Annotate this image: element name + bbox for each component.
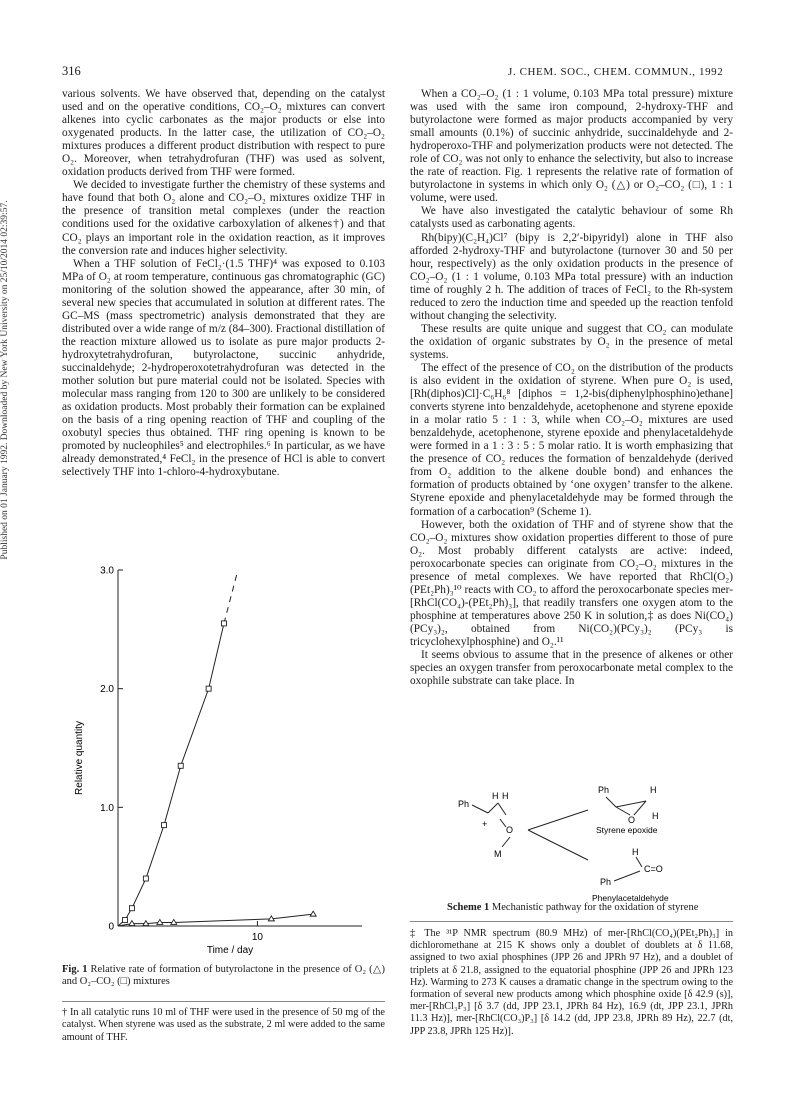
footnote-rule	[62, 1001, 385, 1002]
scheme-caption-text: Mechanistic pathway for the oxidation of styrene	[489, 902, 699, 913]
footnote	[410, 928, 733, 1038]
paragraph: various solvents. We have observed that, depending on the catalyst used and on the operative conditions, CO₂–O₂ mixtures can convert alkenes into cyclic carbonates as the major products or else into oxygenated products. In the latter case, the utilization of CO₂–O₂ mixtures produces a different product distribution with respect to pure O₂. Moreover, when tetrahydrofuran (THF) was used as solvent, oxidation products derived from THF were formed.	[62, 88, 385, 179]
paragraph: When a THF solution of FeCl₂·(1.5 THF)⁴ was exposed to 0.103 MPa of O₂ at room temperature, continuous gas chromatographic (GC) monitoring of the solution showed the appearance, after 30 min, of several new species that accumulated in solution at different rates. The GC–MS (mass spectrometric) analysis demonstrated that they are distributed over a wide range of m/z (84–300). Fractional distillation of the reaction mixture allowed us to isolate as pure major products 2-hydroxytetrahydrofuran, butyrolactone, succinic anhydride, succinaldehyde; 2-hydroperoxotetrahydrofuran was detected in the mother solution but pure material could not be isolated. Species with molecular mass ranging from 120 to 300 are unlikely to be considered as oxidation products. Most probably their formation can be explained on the basis of a ring opening reaction of THF and coupling of the oxobutyl species thus obtained. THF ring opening is known to be promoted by nucleophiles⁵ and electrophiles.⁶ In particular, as we have already demonstrated,⁴ FeCl₂ in the presence of HCl is able to convert selectively THF into 1-chloro-4-hydroxybutane.	[62, 257, 385, 479]
chart-axes	[100, 566, 362, 944]
provenance-sidebar	[0, 100, 14, 660]
data-point-square	[178, 763, 183, 768]
scheme-m: M	[494, 849, 502, 859]
data-point-square	[129, 906, 134, 911]
scheme-h: H	[652, 811, 659, 821]
chart-svg	[62, 558, 385, 958]
figure-1	[62, 558, 385, 988]
paragraph: When a CO₂–O₂ (1 : 1 volume, 0.103 MPa total pressure) mixture was used with the same iron compound, 2-hydroxy-THF and butyrolactone were formed as major products accompanied by very small amounts (0.1%) of succinic anhydride, succinaldehyde and 2-hydroperoxo-THF and polymerization products were not detected. The role of CO₂ was not only to enhance the selectivity, but also to increase the rate of reaction. Fig. 1 represents the relative rate of formation of butyrolactone in systems in which only O₂ (△) or O₂–CO₂ (□), 1 : 1 volume, were used.	[410, 88, 733, 205]
figure-caption	[62, 964, 385, 989]
scheme-1	[410, 775, 733, 905]
caption-label: Fig. 1	[62, 964, 88, 975]
footnote-text: ‡ The ³¹P NMR spectrum (80.9 MHz) of mer-[RhCl(CO₄)(PEt₂Ph)₃] in dichloromethane at 215 K shows only a doublet of doublets at δ 11.68, assigned to two axial phosphines (JPP 26 and JPRh 97 Hz), and a doublet of triplets at δ 21.8, assigned to the equatorial phosphine (JPP 26 and JPRh 123 Hz). Warming to 273 K causes a dramatic change in the spectrum owing to the formation of several new products among which phosphine oxide [δ 42.9 (s)], mer-[RhCl₃P₃] [δ 3.7 (dd, JPP 23.1, JPRh 84 Hz), 16.9 (dt, JPP 23.1, JPRh 11.3 Hz)], mer-[RhCl(CO₃)P₃] [δ 14.2 (dd, JPP 23.8, JPRh 89 Hz), 22.7 (dt, JPP 23.8, JPRh 125 Hz)].	[410, 928, 733, 1037]
paragraph: It seems obvious to assume that in the presence of alkenes or other species an oxygen transfer from peroxocarbonate metal complex to the oxophile substrate can take place. In	[410, 649, 733, 688]
series-o2-co2-line	[118, 623, 224, 926]
paragraph: These results are quite unique and suggest that CO₂ can modulate the oxidation of organic substrates by O₂ in the presence of metal systems.	[410, 322, 733, 361]
data-point-square	[122, 918, 127, 923]
x-axis-label: Time / day	[206, 945, 254, 956]
footnote-rule	[410, 921, 733, 922]
data-point-square	[221, 621, 226, 626]
data-point-square	[162, 823, 167, 828]
scheme-ph: Ph	[458, 799, 470, 809]
scheme-o: O	[628, 815, 636, 825]
caption-text: Relative rate of formation of butyrolactone in the presence of O₂ (△) and O₂–CO₂ (□) mixtures	[62, 964, 385, 988]
scheme-h: H	[650, 785, 657, 795]
left-column	[62, 88, 385, 479]
journal-header: J. CHEM. SOC., CHEM. COMMUN., 1992	[508, 66, 724, 78]
scheme-ph: Ph	[598, 785, 610, 795]
scheme-h: H	[492, 791, 499, 801]
scheme-cho: C=O	[644, 864, 663, 874]
paragraph: However, both the oxidation of THF and of styrene show that the CO₂–O₂ mixtures show oxidation properties different to those of pure O₂. Most probably different catalysts are active: indeed, peroxocarbonate species can originate from CO₂–O₂ mixtures in the presence of metal complexes. We have reported that RhCl(O₂)(PEt₂Ph)₃¹⁰ reacts with CO₂ to afford the peroxocarbonate species mer-[RhCl(CO₄)-(PEt₂Ph)₃], that readily transfers one oxygen atom to the phosphine at temperatures above 250 K in solution,‡ as does Ni(CO₄)(PCy₃)₂, obtained from Ni(CO₂)(PCy₃)₂ (PCy₃ is tricyclohexylphosphine) and O₂.¹¹	[410, 518, 733, 648]
page-number: 316	[62, 64, 81, 78]
footnote: † In all catalytic runs 10 ml of THF were used in the presence of 50 mg of the catalyst. When styrene was used as the substrate, 2 ml were added to the same amount of THF.	[62, 1007, 385, 1043]
provenance-text: Published on 01 January 1992. Downloaded by New York University on 25/10/2014 02:39:57.	[0, 200, 10, 560]
data-point-square	[206, 686, 211, 691]
series-extrapolation-line	[224, 570, 238, 623]
scheme-label: Scheme 1	[447, 902, 490, 913]
y-tick-label: 1.0	[100, 802, 114, 814]
scheme-ph: Ph	[600, 877, 612, 887]
scheme-drawing	[410, 775, 733, 905]
scheme-plus: +	[482, 819, 488, 829]
scheme-caption	[447, 902, 698, 913]
paragraph: We have also investigated the catalytic behaviour of some Rh catalysts used as carbonating agents.	[410, 205, 733, 231]
scheme-o: O	[506, 825, 514, 835]
scheme-phenylacetaldehyde: Phenylacetaldehyde	[592, 893, 669, 903]
paragraph: Rh(bipy)(C₂H₄)Cl⁷ (bipy is 2,2′-bipyridyl) alone in THF also afforded 2-hydroxy-THF and butyrolactone (turnover 30 and 50 per hour, respectively) as the only oxidation products in the presence of CO₂–O₂ (1 : 1 volume, 0.103 MPa total pressure) with an induction time of roughly 2 h. The addition of traces of FeCl₂ to the Rh-system reduced to zero the induction time and speeded up the reaction tenfold without changing the selectivity.	[410, 231, 733, 322]
x-tick-label: 10	[251, 932, 263, 943]
scheme-styrene-epoxide: Styrene epoxide	[596, 825, 658, 835]
data-point-triangle	[310, 911, 316, 916]
y-tick-label: 0	[108, 921, 114, 933]
scheme-h: H	[502, 791, 509, 801]
y-tick-label: 3.0	[100, 565, 114, 577]
y-tick-label: 2.0	[100, 684, 114, 696]
y-axis-label: Relative quantity	[74, 721, 85, 795]
right-column	[410, 88, 733, 688]
scheme-h: H	[632, 847, 639, 857]
paragraph: We decided to investigate further the chemistry of these systems and have found that both O₂ alone and CO₂–O₂ mixtures oxidize THF in the presence of transition metal complexes (under the reaction conditions used for the oxidative carboxylation of alkenes†) and that CO₂ plays an important role in the oxidation reaction, as it improves the conversion rate and induces higher selectivity.	[62, 179, 385, 257]
data-point-square	[143, 876, 148, 881]
paragraph: The effect of the presence of CO₂ on the distribution of the products is also evident in the oxidation of styrene. When pure O₂ is used, [Rh(diphos)Cl]·C₆H₆⁸ [diphos = 1,2-bis(diphenylphosphino)ethane] converts styrene into benzaldehyde, acetophenone and styrene epoxide in a molar ratio 5 : 1 : 3, while when CO₂–O₂ mixtures are used benzaldehyde, acetophenone, styrene epoxide and phenylacetaldehyde were formed in a 1 : 3 : 5 : 5 molar ratio. It is worth emphasizing that the presence of CO₂ reduces the formation of benzaldehyde (derived from O₂ addition to the alkene double bond) and enhances the formation of products obtained by ‘one oxygen’ transfer to the alkene. Styrene epoxide and phenylacetaldehyde may be formed through the formation of a carbocation⁹ (Scheme 1).	[410, 361, 733, 518]
chart-marks	[118, 570, 316, 926]
